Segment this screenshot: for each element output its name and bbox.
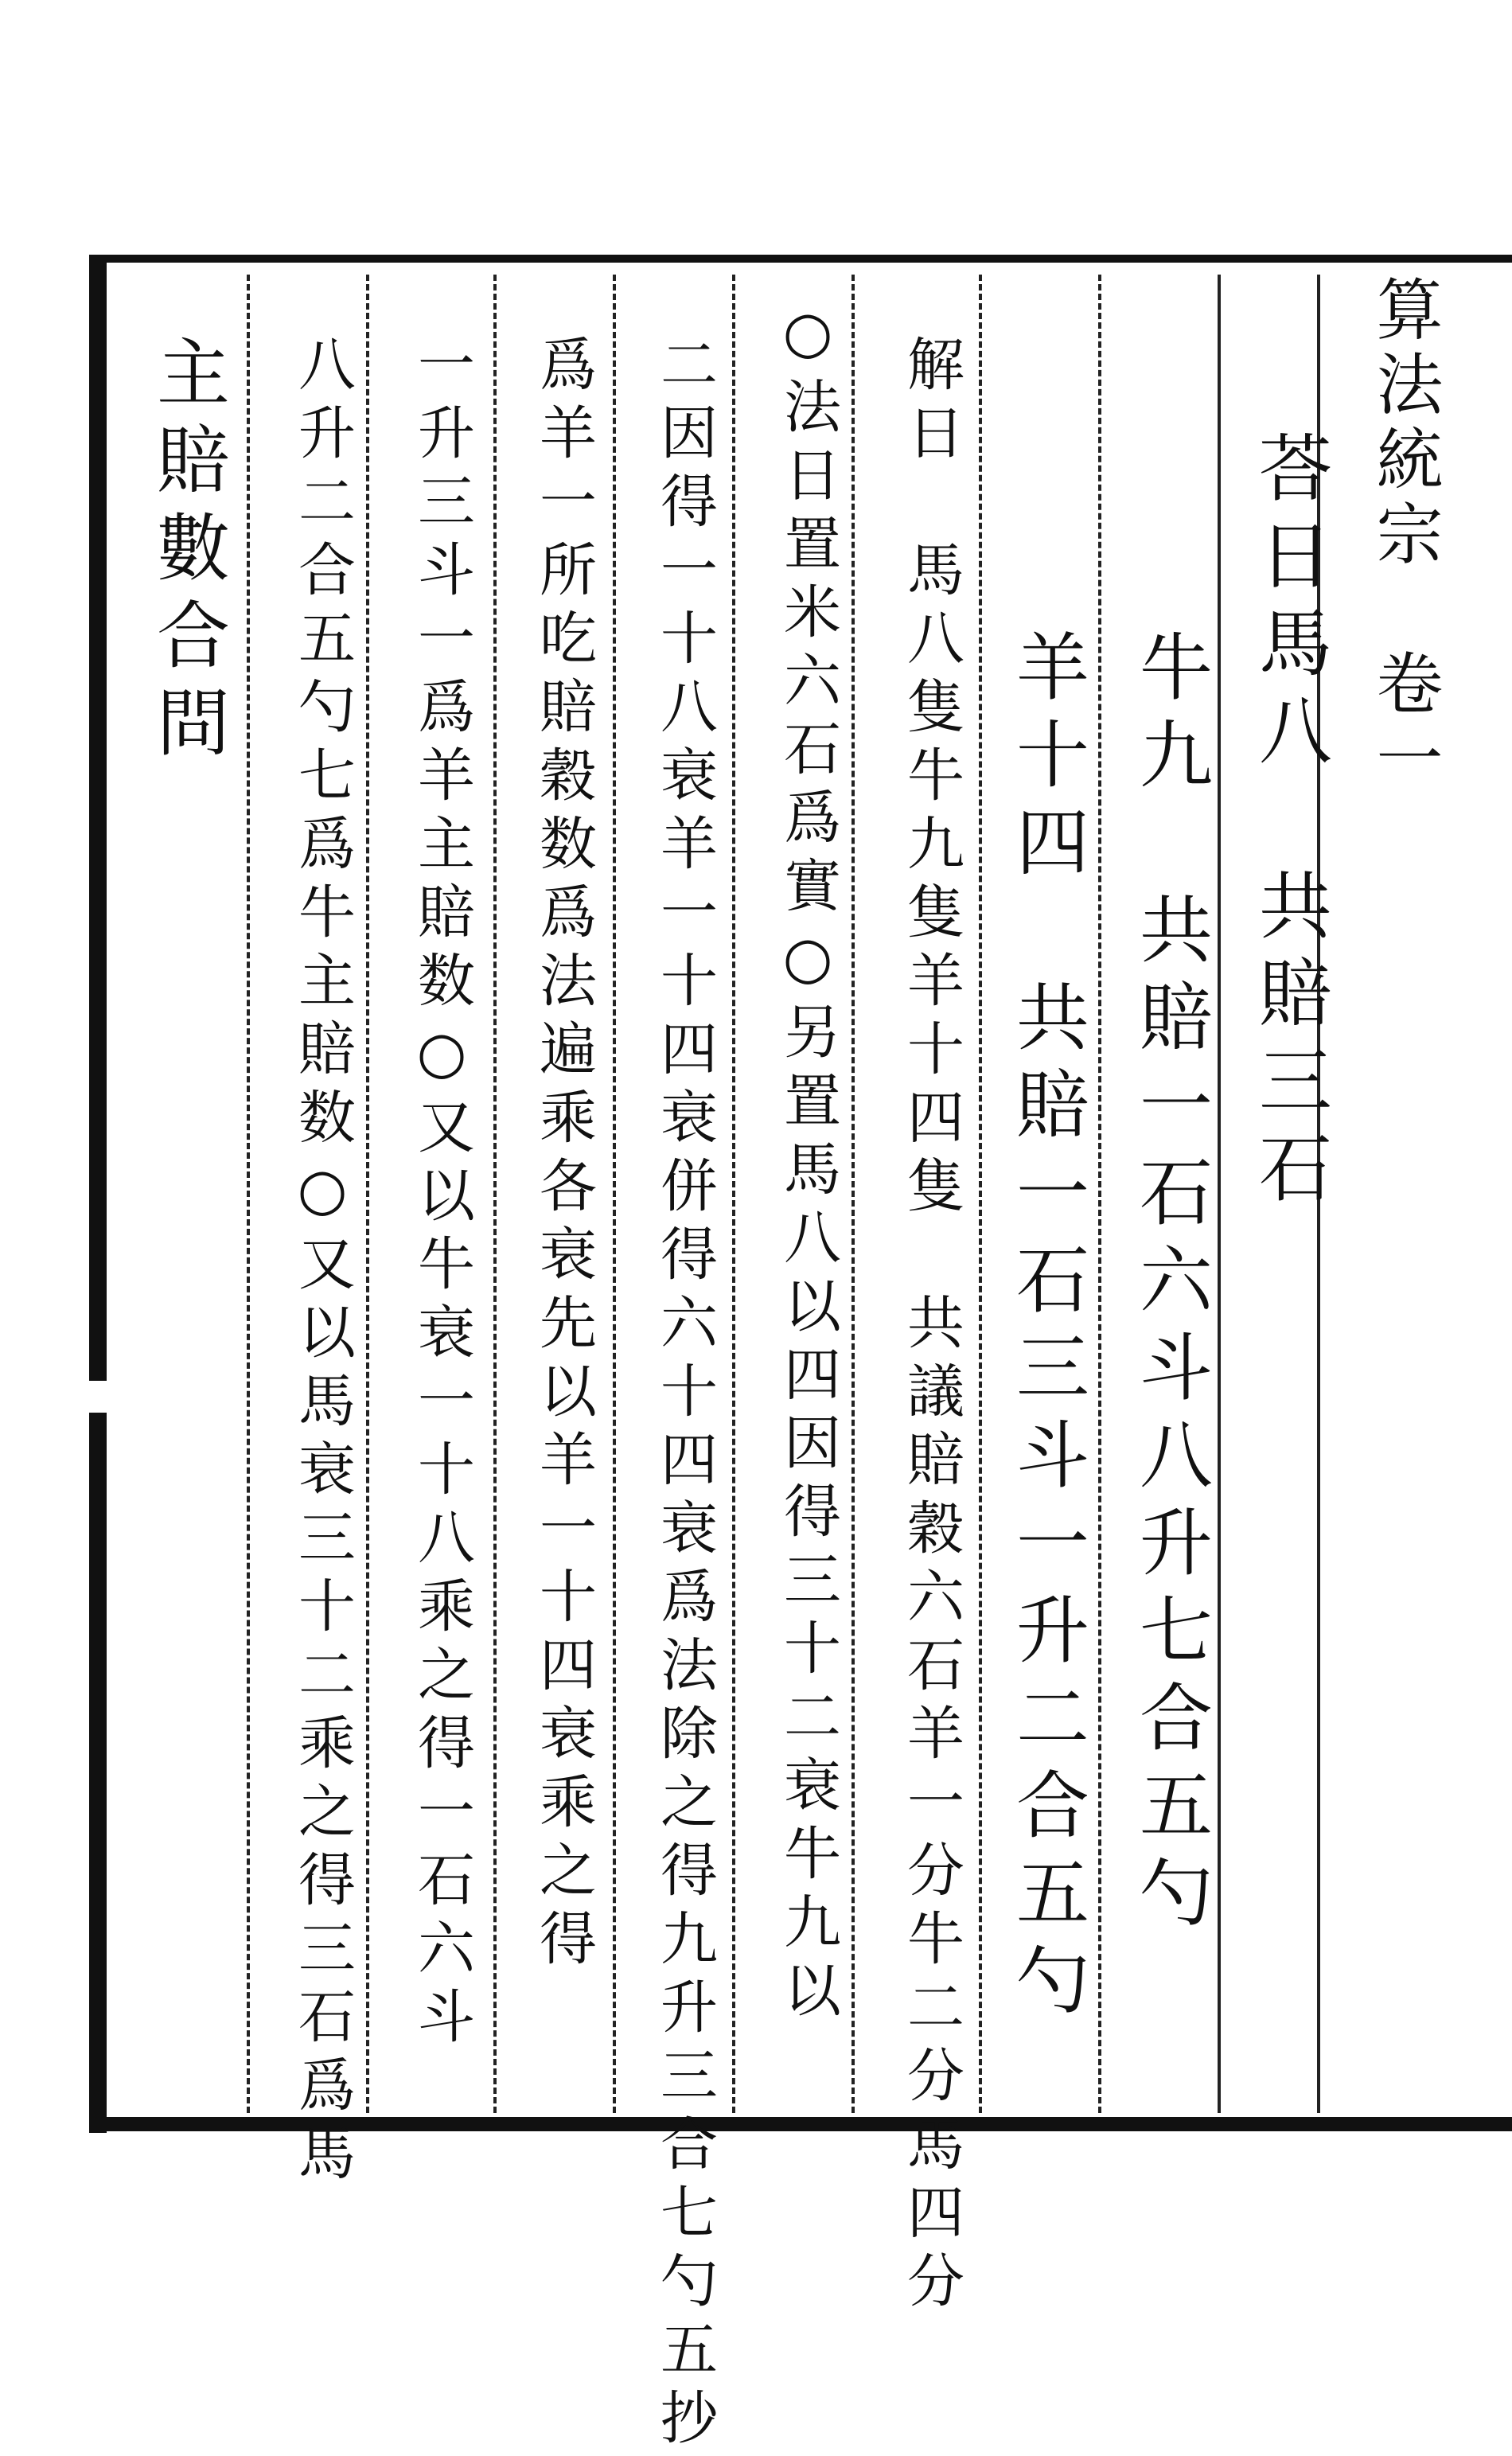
text-column-method: ○法日置米六石爲實○另置馬八以四因得三十二衰牛九以 (774, 298, 841, 2029)
frame-left-border-gap (89, 1381, 107, 1413)
column-separator (1098, 275, 1101, 2113)
frame-left-border (89, 255, 107, 2133)
column-separator (247, 275, 250, 2113)
column-separator (979, 275, 982, 2113)
text-column-method-5: 八升二合五勺七爲牛主賠数○又以馬衰三十二乘之得三石爲馬 (289, 334, 356, 2192)
column-separator (1218, 275, 1221, 2113)
text-column-conclusion: 主賠數合問 (145, 334, 230, 772)
text-column-sheep: 羊十四 共賠一石三斗一升二合五勺 (1004, 629, 1089, 2029)
frame-top-border (89, 255, 1512, 263)
column-separator (493, 275, 497, 2113)
text-column-method-4: 一升三斗一爲羊主賠数○又以牛衰一十八乘之得一石六斗 (408, 334, 475, 2055)
text-column-ox: 牛九 共賠一石六斗八升七合五勺 (1128, 629, 1213, 1942)
text-column-method-3: 爲羊一所吃賠穀数爲法遍乘各衰先以羊一十四衰乘之得 (530, 334, 597, 1977)
text-column-explanation: 解日 馬八隻牛九隻羊十四隻 共議賠穀六石羊一分牛二分馬四分 (898, 334, 964, 2319)
column-separator (613, 275, 616, 2113)
text-column-answer: 荅日馬八 共賠三石 (1247, 430, 1332, 1218)
text-column-method-2: 二因得一十八衰羊一十四衰併得六十四衰爲法除之得九升三合七勺五抄 (651, 334, 718, 2456)
column-separator (732, 275, 735, 2113)
header-column: 算法統宗 卷一 (1366, 275, 1444, 798)
